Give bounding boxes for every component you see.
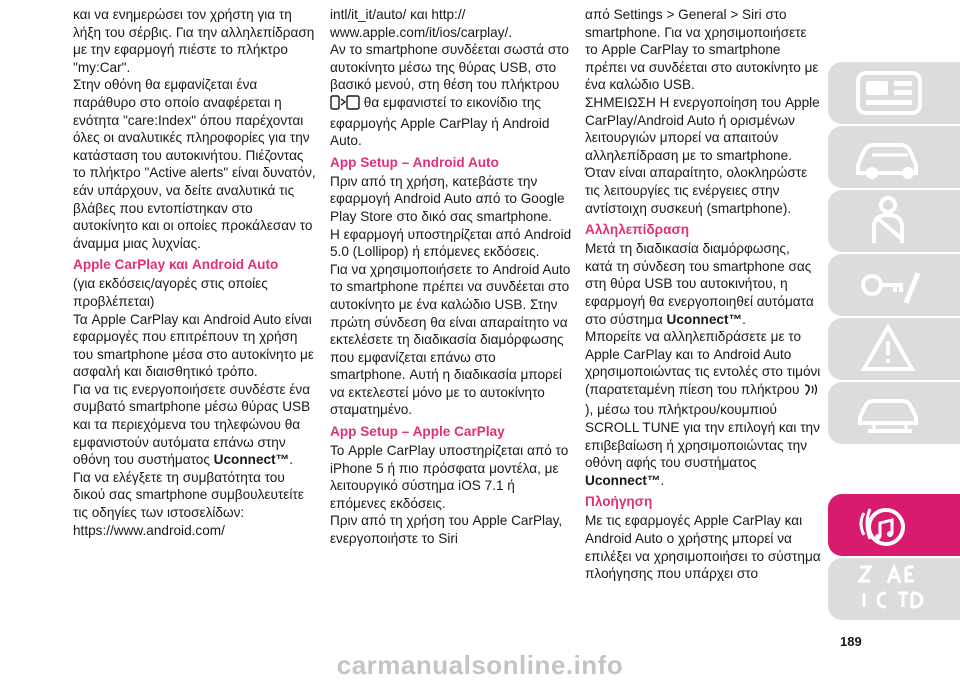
paragraph: από Settings > General > Siri στο smartphone. Για να χρησιμοποιήσετε το Apple CarPlay το smartphone πρέπει να συνδέεται στο αυτοκίνητο με ένα καλώδιο USB.: [585, 7, 819, 93]
phone-mirror-icon: [330, 95, 360, 115]
car-lift-icon: [850, 387, 930, 439]
voice-command-icon: [803, 382, 819, 402]
tab-dashboard[interactable]: [828, 62, 960, 124]
tab-safety[interactable]: [828, 190, 960, 252]
paragraph: Η εφαρμογή υποστηρίζεται από Android 5.0 (Lollipop) ή επόμενες εκδόσεις.: [330, 226, 572, 260]
car-dashboard-icon: [850, 67, 930, 119]
warning-triangle-icon: [850, 323, 930, 375]
paragraph: Στην οθόνη θα εμφανίζεται ένα παράθυρο στο οποίο αναφέρεται η ενότητα "care:Index" όπου παρέχονται όλες οι αναλυτικές πληροφορίες για την κατάσταση του αυτοκινήτου. Πιέζοντας το πλήκτρο "Active alerts" είναι δυνατόν, εάν υπάρχουν, να δείτε αναλυτικά τις βλάβες που εντοπίστηκαν στο αυτοκίνητο και οι οποίες προκάλεσαν το άναμμα μιας λυχνίας.: [73, 77, 316, 251]
seatbelt-person-icon: [850, 195, 930, 247]
paragraph: Τα Apple CarPlay και Android Auto είναι εφαρμογές που επιτρέπουν τη χρήση του smartphone μέσα στο αυτοκίνητο με ασφαλή και διαισθητικό τρόπο.: [73, 311, 314, 380]
paragraph: Το Apple CarPlay υποστηρίζεται από το iPhone 5 ή πιο πρόσφατα μοντέλα, με λειτουργικό σύστημα iOS 7.1 ή επόμενες εκδόσεις.: [330, 443, 569, 511]
paragraph: Πριν από τη χρήση, κατεβάστε την εφαρμογή Android Auto από το Google Play Store στο δικό σας smartphone.: [330, 173, 565, 224]
key-wrench-icon: [850, 259, 930, 311]
watermark: carmanualsonline.info: [336, 650, 624, 680]
column-1: [73, 6, 317, 539]
brand-name: Uconnect™: [666, 311, 743, 327]
paragraph: Μετά τη διαδικασία διαμόρφωσης, κατά τη σύνδεση του smartphone σας στη θύρα USB του αυτοκινήτου, η εφαρμογή θα ενεργοποιηθεί αυτόματα στο σύστημα Uconnect™.: [585, 241, 814, 327]
paragraph: Μπορείτε να αλληλεπιδράσετε με το Apple CarPlay και το Android Auto χρησιμοποιώντας τις εντολές στο τιμόνι (παρατεταμένη πίεση του πλήκτρου ), μέσω του πλήκτρου/κουμπιού SCROLL TUNE για την επιλογή και την επιβεβαίωση ή χρησιμοποιώντας την οθόνη αφής του συστήματος Uconnect™.: [585, 329, 821, 488]
section-heading: App Setup – Android Auto: [330, 154, 499, 170]
section-heading: Πλοήγηση: [585, 494, 653, 510]
section-heading: Αλληλεπίδραση: [585, 222, 690, 238]
tab-multimedia[interactable]: [828, 494, 960, 556]
multimedia-icon: [850, 499, 930, 551]
tab-car-exterior[interactable]: [828, 126, 960, 188]
paragraph: Αν το smartphone συνδέεται σωστά στο αυτοκίνητο μέσω της θύρας USB, στο βασικό μενού, στη θέση του πλήκτρου θα εμφανιστεί το εικονίδιο της εφαρμογής Apple CarPlay ή Android Auto.: [330, 42, 569, 149]
column-2: [330, 6, 574, 548]
car-exterior-icon: [850, 131, 930, 183]
section-heading: App Setup – Apple CarPlay: [330, 424, 505, 440]
tab-maintenance[interactable]: [828, 382, 960, 444]
paragraph: intl/it_it/auto/ και http:// www.apple.com/it/ios/carplay/.: [330, 7, 513, 40]
section-heading: Apple CarPlay και Android Auto: [73, 257, 279, 273]
paragraph: (για εκδόσεις/αγορές στις οποίες προβλέπεται): [73, 276, 268, 309]
brand-name: Uconnect™: [585, 472, 661, 488]
tab-starting-driving[interactable]: [828, 254, 960, 316]
paragraph: Για να τις ενεργοποιήσετε συνδέστε ένα συμβατό smartphone μέσω θύρας USB και τα περιεχόμενα του τηλεφώνου θα εμφανιστούν αυτόματα επάνω στην οθόνη του συστήματος Uconnect™.: [73, 381, 311, 468]
tab-emergency[interactable]: [828, 318, 960, 380]
paragraph: και να ενημερώσει τον χρήστη για τη λήξη του σέρβις. Για την αλληλεπίδραση με την εφαρμογή πιέστε το πλήκτρο "my:Car".: [73, 7, 315, 75]
brand-name: Uconnect™: [213, 452, 290, 468]
column-3: [585, 6, 821, 583]
paragraph: Με τις εφαρμογές Apple CarPlay και Android Auto ο χρήστης μπορεί να επιλέξει να χρησιμοποιήσει το σύστημα πλοήγησης που υπάρχει στο: [585, 513, 821, 582]
paragraph: ΣΗΜΕΙΩΣΗ Η ενεργοποίηση του Apple CarPlay/Android Auto ή ορισμένων λειτουργιών μπορεί να απαιτούν αλληλεπίδραση με το smartphone. Όταν είναι απαραίτητο, ολοκληρώστε τις λειτουργίες τις ενέργειες στην αντίστοιχη συσκευή (smartphone).: [585, 94, 820, 216]
tab-index[interactable]: [828, 558, 960, 620]
paragraph: Για να ελέγξετε τη συμβατότητα του δικού σας smartphone συμβουλευτείτε τις οδηγίες των ιστοσελίδων: https://www.android.com/: [73, 469, 304, 538]
alphabet-index-icon: [850, 563, 930, 615]
page-number: 189: [840, 634, 862, 649]
paragraph: Πριν από τη χρήση του Apple CarPlay, ενεργοποιήστε το Siri: [330, 513, 563, 547]
paragraph: Για να χρησιμοποιήσετε το Android Auto το smartphone πρέπει να συνδέεται στο αυτοκίνητο με ένα καλώδιο USB. Στην πρώτη σύνδεση θα είναι απαραίτητο να εκτελέσετε τη διαδικασία διαμόρφωσης που εμφανίζεται επάνω στο smartphone. Αυτή η διαδικασία μπορεί να εκτελεστεί μόνο με το αυτοκίνητο σταματημένο.: [330, 261, 571, 418]
